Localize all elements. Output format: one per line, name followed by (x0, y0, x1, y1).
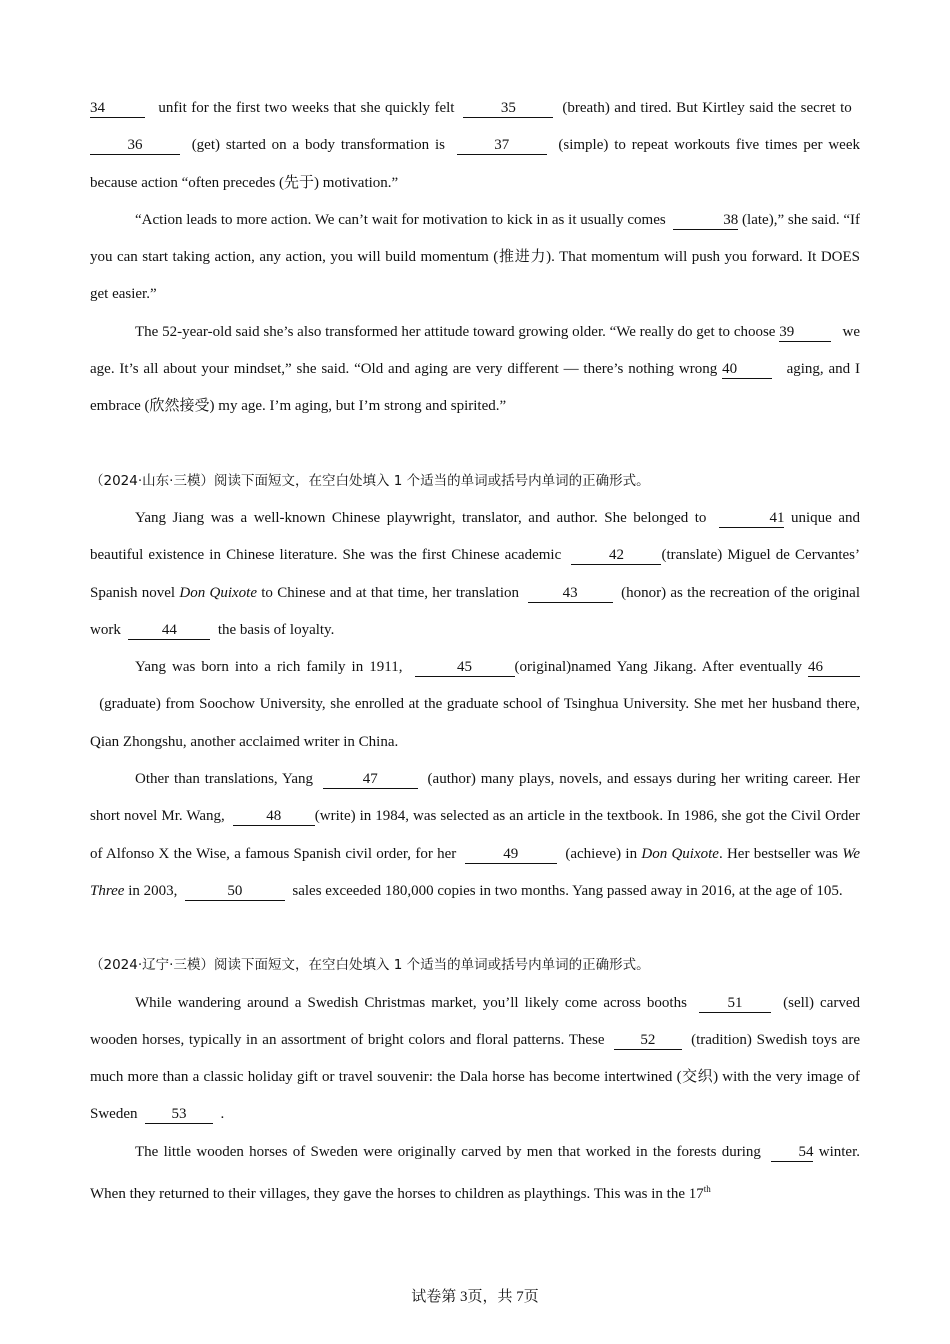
blank-41[interactable]: 41 (719, 510, 784, 528)
blank-46[interactable]: 46 (808, 659, 860, 677)
blank-47[interactable]: 47 (323, 771, 418, 789)
text: (achieve) in (565, 845, 638, 862)
section-heading-liaoning: （2024·辽宁·三模）阅读下面短文，在空白处填入 1 个适当的单词或括号内单词的正确形式。 (90, 957, 650, 974)
text: (sell) carved wooden horses, typically in an assortment of bright colors and floral patterns. These (90, 994, 861, 1048)
spacer (90, 426, 860, 463)
text: Other than translations, Yang (135, 771, 313, 788)
paragraph-kirtley-1 (90, 90, 860, 202)
text: (late),” she said. “If you can start taking action, any action, you will build momentum (推进力). That momentum will push you forward. It DOES get easier.” (90, 211, 860, 303)
book-title: We Three (90, 845, 861, 899)
text: Yang was born into a rich family in 1911, (135, 659, 403, 676)
blank-42[interactable]: 42 (571, 547, 661, 565)
text: The 52-year-old said she’s also transformed her attitude toward growing older. “We really do get to choose (135, 323, 776, 340)
text: unfit for the first two weeks that she quickly felt (158, 100, 455, 116)
text: (honor) as the recreation of the original work (90, 584, 860, 638)
document-body (90, 90, 860, 1213)
text: in 2003, (128, 882, 178, 899)
blank-45[interactable]: 45 (415, 659, 515, 677)
text: . Her bestseller was (718, 845, 838, 862)
superscript: th (703, 1184, 711, 1195)
text: (simple) to repeat workouts five times per week because action “often precedes (先于) motivation.” (90, 137, 861, 191)
paragraph-dala-2 (90, 1134, 860, 1214)
blank-44[interactable]: 44 (128, 622, 210, 640)
blank-53[interactable]: 53 (145, 1106, 213, 1124)
text: to Chinese and at that time, her translation (261, 584, 520, 601)
blank-51[interactable]: 51 (699, 995, 771, 1013)
blank-40[interactable]: 40 (722, 361, 772, 379)
text: Yang Jiang was a well-known Chinese playwright, translator, and author. She belonged to (135, 509, 707, 526)
blank-49[interactable]: 49 (465, 846, 557, 864)
text: . (220, 1106, 225, 1123)
text: “Action leads to more action. We can’t wait for motivation to kick in as it usually comes (135, 211, 666, 228)
text: the basis of loyalty. (217, 621, 335, 638)
text: sales exceeded 180,000 copies in two months. Yang passed away in 2016, at the age of 105. (292, 882, 843, 899)
blank-48[interactable]: 48 (233, 808, 315, 826)
paragraph-kirtley-3 (90, 314, 860, 426)
blank-36[interactable]: 36 (90, 137, 180, 155)
text: aging, and I embrace (欣然接受) my age. I’m aging, but I’m strong and spirited.” (90, 361, 860, 415)
paragraph-kirtley-2 (90, 202, 860, 314)
text: (original)named Yang Jikang. After eventually (514, 659, 802, 676)
text: we age. It’s all about your mindset,” she said. “Old and aging are very different — there’s nothing wrong (90, 323, 861, 378)
blank-34[interactable]: 34 (90, 100, 145, 118)
book-title: Don Quixote (179, 584, 257, 601)
book-title: Don Quixote (641, 845, 719, 862)
text: (write) in 1984, was selected as an article in the textbook. In 1986, she got the Civil Order of Alfonso X the Wise, a famous Spanish civil order, for her (90, 808, 860, 862)
blank-37[interactable]: 37 (457, 137, 547, 155)
text: unique and beautiful existence in Chinese literature. She was the first Chinese academic (90, 509, 861, 564)
paragraph-dala-1 (90, 985, 860, 1134)
text: The little wooden horses of Sweden were originally carved by men that worked in the forests during (135, 1143, 761, 1160)
text: winter. When they returned to their villages, they gave the horses to children as playthings. This was in the 17 (90, 1143, 861, 1203)
text: While wandering around a Swedish Christmas market, you’ll likely come across booths (135, 994, 687, 1011)
blank-35[interactable]: 35 (463, 100, 553, 118)
blank-50[interactable]: 50 (185, 883, 285, 901)
blank-54[interactable]: 54 (771, 1144, 813, 1162)
text: (breath) and tired. But Kirtley said the secret to (562, 100, 852, 116)
paragraph-yang-2 (90, 649, 860, 761)
blank-52[interactable]: 52 (614, 1032, 682, 1050)
spacer (90, 910, 860, 947)
blank-38[interactable]: 38 (673, 212, 738, 230)
paragraph-yang-3 (90, 761, 860, 910)
text: (tradition) Swedish toys are much more than a classic holiday gift or travel souvenir: the Dala horse has become intertwined (交织) with the very image of Sweden (90, 1031, 861, 1123)
section-heading-shandong: （2024·山东·三模）阅读下面短文，在空白处填入 1 个适当的单词或括号内单词的正确形式。 (90, 472, 650, 489)
paragraph-yang-1 (90, 500, 860, 649)
text: (get) started on a body transformation is (191, 137, 445, 154)
blank-43[interactable]: 43 (528, 585, 613, 603)
text: (author) many plays, novels, and essays during her writing career. Her short novel Mr. Wang, (90, 771, 861, 825)
text: (translate) Miguel de Cervantes’ Spanish novel (90, 547, 861, 601)
blank-39[interactable]: 39 (779, 324, 831, 342)
text: (graduate) from Soochow University, she enrolled at the graduate school of Tsinghua University. She met her husband there, Qian Zhongshu, another acclaimed writer in China. (90, 696, 861, 750)
page-footer: 试卷第 3页，共 7页 (411, 1289, 539, 1305)
